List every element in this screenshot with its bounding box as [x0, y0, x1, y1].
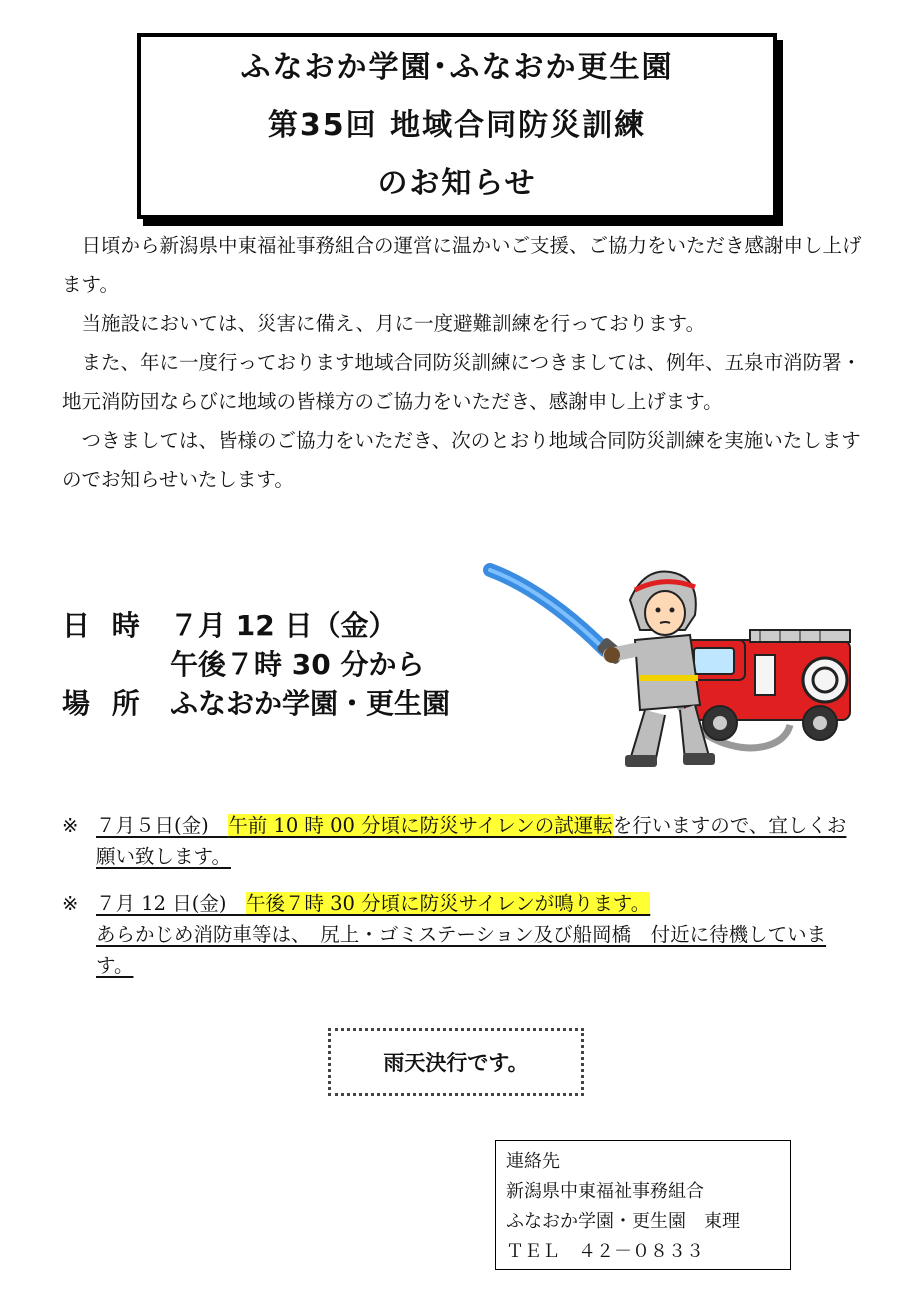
contact-tel: ＴＥＬ ４２－０８３３ — [506, 1241, 704, 1262]
paragraph-3: また、年に一度行っております地域合同防災訓練につきましては、例年、五泉市消防署・地元消防団ならびに地域の皆様方のご協力をいただき、感謝申し上げます。 — [62, 351, 862, 413]
note-item-1 — [62, 810, 862, 872]
paragraph-1: 日頃から新潟県中東福祉事務組合の運営に温かいご支援、ご協力をいただき感謝申し上げます。 — [62, 234, 862, 296]
note-2-highlight: 午後７時 30 分頃に防災サイレンが鳴ります。 — [245, 892, 651, 915]
rain-notice-box — [328, 1028, 584, 1096]
contact-org: 新潟県中東福祉事務組合 — [506, 1181, 704, 1202]
note-1-date: ７月５日(金) — [96, 814, 229, 837]
notice-title-box — [137, 33, 777, 219]
firefighter-with-fire-truck-illustration — [480, 555, 860, 770]
title-line-1: ふなおか学園･ふなおか更生園 — [240, 50, 674, 85]
time-value: 午後７時 30 分から — [170, 648, 425, 681]
date-value: ７月 12 日（金） — [170, 609, 397, 642]
title-line-2: 第35回 地域合同防災訓練 — [267, 108, 647, 143]
contact-box — [495, 1140, 791, 1270]
paragraph-2: 当施設においては、災害に備え、月に一度避難訓練を行っております。 — [81, 312, 706, 335]
contact-heading: 連絡先 — [506, 1151, 560, 1172]
date-label: 日 時 — [62, 609, 146, 642]
contact-facility: ふなおか学園・更生園 東理 — [506, 1211, 740, 1232]
note-1-rest: を行いますので、宜しくお願い致します。 — [96, 814, 847, 868]
rain-notice: 雨天決行です。 — [383, 1051, 529, 1075]
note-2-date: ７月 12 日(金) — [96, 892, 246, 915]
paragraph-4: つきましては、皆様のご協力をいただき、次のとおり地域合同防災訓練を実施いたしますのでお知らせいたします。 — [62, 429, 861, 491]
note-1-highlight: 午前 10 時 00 分頃に防災サイレンの試運転 — [228, 814, 613, 837]
note-item-2 — [62, 888, 862, 981]
note-mark: ※ — [62, 814, 79, 837]
schedule-block — [62, 606, 450, 723]
title-line-3: のお知らせ — [377, 166, 537, 201]
place-value: ふなおか学園・更生園 — [170, 687, 451, 720]
note-2-rest: あらかじめ消防車等は、 尻上・ゴミステーション及び船岡橋 付近に待機しています。 — [96, 923, 827, 977]
notes-section — [62, 810, 862, 997]
note-mark: ※ — [62, 892, 79, 915]
greeting-text — [62, 226, 862, 499]
place-label: 場 所 — [62, 687, 146, 720]
fire-truck-icon — [685, 630, 850, 740]
